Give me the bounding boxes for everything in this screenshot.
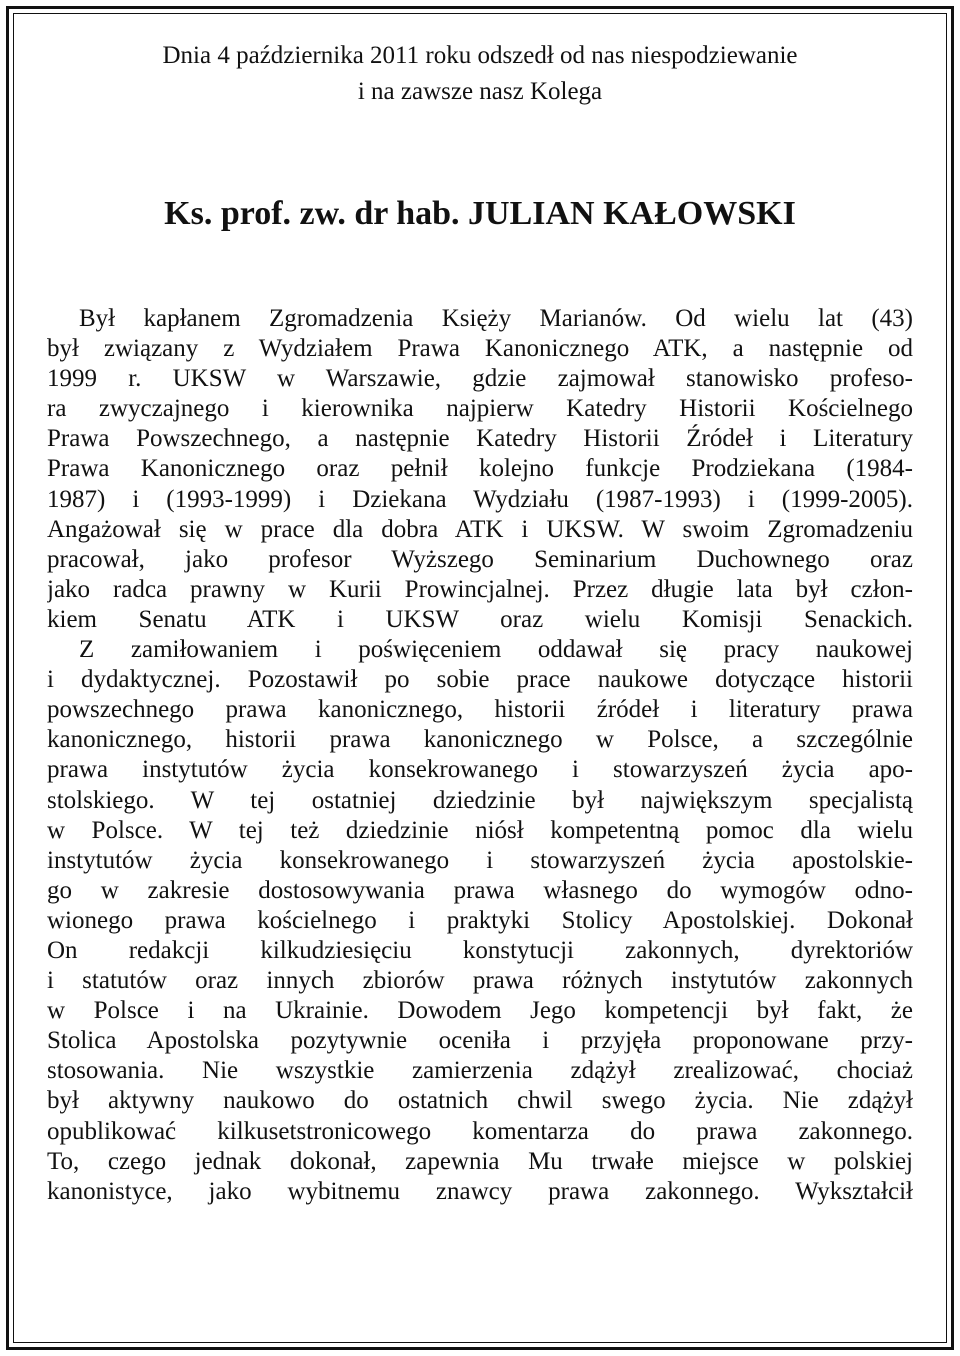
paragraph-2-line: w Polsce i na Ukrainie. Dowodem Jego kompetencji był fakt, że (47, 997, 913, 1025)
paragraph-2-line: wionego prawa kościelnego i praktyki Stolicy Apostolskiej. Dokonał (47, 906, 913, 934)
paragraph-2-line: kanonistyce, jako wybitnemu znawcy prawa zakonnego. Wykształcił (47, 1177, 913, 1205)
paragraph-2-line: To, czego jednak dokonał, zapewnia Mu trwałe miejsce w polskiej (47, 1147, 913, 1175)
paragraph-2-line: powszechnego prawa kanonicznego, historii źródeł i literatury prawa (47, 696, 913, 724)
paragraph-1-line: Angażował się w prace dla dobra ATK i UKSW. W swoim Zgromadzeniu (47, 515, 913, 543)
paragraph-2-line: prawa instytutów życia konsekrowanego i stowarzyszeń życia apo- (47, 756, 913, 784)
paragraph-1-line: 1999 r. UKSW w Warszawie, gdzie zajmował stanowisko profeso- (47, 365, 913, 393)
obituary-content (47, 38, 913, 1207)
paragraph-2-line: go w zakresie dostosowywania prawa własnego do wymogów odno- (47, 876, 913, 904)
paragraph-1-line: ra zwyczajnego i kierownika najpierw Katedry Historii Kościelnego (47, 395, 913, 423)
paragraph-2-line: stosowania. Nie wszystkie zamierzenia zdążył zrealizować, chociaż (47, 1057, 913, 1085)
paragraph-2-line: i dydaktycznej. Pozostawił po sobie prace naukowe dotyczące historii (47, 666, 913, 694)
paragraph-2-line: był aktywny naukowo do ostatnich chwil swego życia. Nie zdążył (47, 1087, 913, 1115)
paragraph-1-line: Prawa Powszechnego, a następnie Katedry Historii Źródeł i Literatury (47, 425, 913, 453)
paragraph-1 (47, 304, 913, 635)
paragraph-1-line: pracował, jako profesor Wyższego Seminarium Duchownego oraz (47, 545, 913, 573)
paragraph-2-line: kanonicznego, historii prawa kanonicznego w Polsce, a szczególnie (47, 726, 913, 754)
paragraph-2-line: Z zamiłowaniem i poświęceniem oddawał się pracy naukowej (79, 636, 913, 664)
paragraph-1-line: Prawa Kanonicznego oraz pełnił kolejno funkcje Prodziekana (1984- (47, 455, 913, 483)
paragraph-2 (47, 635, 913, 1207)
paragraph-1-line: Był kapłanem Zgromadzenia Księży Marianów. Od wielu lat (43) (79, 305, 913, 332)
intro-text (47, 38, 913, 110)
paragraph-2-line: i statutów oraz innych zbiorów prawa różnych instytutów zakonnych (47, 967, 913, 995)
deceased-name: Ks. prof. zw. dr hab. JULIAN KAŁOWSKI (164, 195, 796, 232)
paragraph-2-line: w Polsce. W tej też dziedzinie niósł kompetentną pomoc dla wielu (47, 816, 913, 844)
paragraph-1-line: jako radca prawny w Kurii Prowincjalnej. Przez długie lata był człon- (47, 575, 913, 603)
paragraph-2-line: stolskiego. W tej ostatniej dziedzinie był największym specjalistą (47, 786, 913, 814)
intro-line-2: i na zawsze nasz Kolega (357, 78, 603, 105)
paragraph-2-line: Stolica Apostolska pozytywnie oceniła i przyjęła proponowane przy- (47, 1027, 913, 1055)
intro-line-1: Dnia 4 października 2011 roku odszedł od nas niespodziewanie (162, 42, 798, 69)
paragraph-2-line: opublikować kilkusetstronicowego komentarza do prawa zakonnego. (47, 1117, 913, 1145)
paragraph-1-line: był związany z Wydziałem Prawa Kanonicznego ATK, a następnie od (47, 335, 913, 363)
paragraph-1-line: 1987) i (1993-1999) i Dziekana Wydziału (1987-1993) i (1999-2005). (47, 485, 913, 513)
paragraph-2-line: On redakcji kilkudziesięciu konstytucji zakonnych, dyrektoriów (47, 936, 913, 964)
paragraph-1-line: kiem Senatu ATK i UKSW oraz wielu Komisji Senackich. (47, 605, 913, 633)
paragraph-2-line: instytutów życia konsekrowanego i stowarzyszeń życia apostolskie- (47, 846, 913, 874)
